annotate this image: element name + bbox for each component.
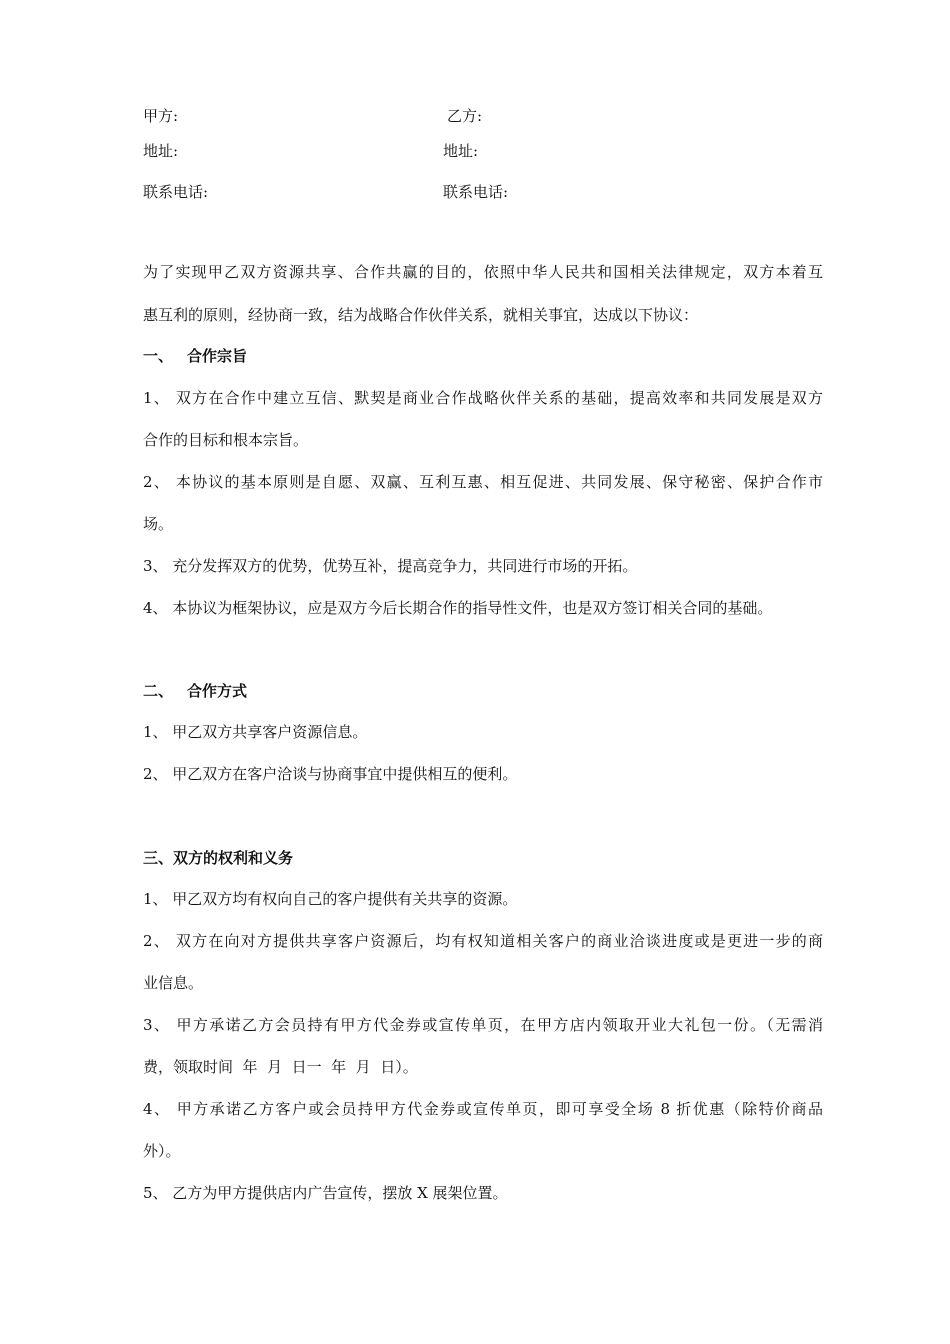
clause-line: 业信息。 (143, 974, 204, 992)
preamble-line: 惠互利的原则，经协商一致，结为战略合作伙伴关系，就相关事宜，达成以下协议： (143, 306, 699, 324)
clause-line: 1、 双方在合作中建立互信、默契是商业合作战略伙伴关系的基础，提高效率和共同发展是双方 (143, 389, 823, 407)
clause-line: 3、 充分发挥双方的优势，优势互补，提高竞争力，共同进行市场的开拓。 (143, 557, 638, 575)
section-number: 二、 (143, 682, 174, 700)
clause-line: 1、 甲乙双方共享客户资源信息。 (143, 723, 368, 741)
clause-line: 5、 乙方为甲方提供店内广告宣传，摆放 X 展架位置。 (143, 1184, 508, 1202)
party-b-label: 乙方: (447, 107, 483, 125)
clause-line: 合作的目标和根本宗旨。 (143, 431, 309, 449)
section-heading-3: 三、双方的权利和义务 (143, 849, 294, 867)
party-a-address: 地址: (143, 142, 179, 160)
party-b-phone: 联系电话: (443, 183, 509, 201)
party-a-label: 甲方: (143, 107, 179, 125)
clause-line: 3、 甲方承诺乙方会员持有甲方代金券或宣传单页，在甲方店内领取开业大礼包一份。（无需消 (143, 1016, 823, 1034)
clause-line: 2、 双方在向对方提供共享客户资源后，均有权知道相关客户的商业洽谈进度或是更进一步的商 (143, 932, 823, 950)
party-a-phone: 联系电话: (143, 183, 209, 201)
clause-line: 4、 本协议为框架协议，应是双方今后长期合作的指导性文件，也是双方签订相关合同的基础。 (143, 599, 773, 617)
preamble-line: 为了实现甲乙双方资源共享、合作共赢的目的，依照中华人民共和国相关法律规定，双方本着互 (143, 263, 823, 281)
section-title: 合作方式 (187, 682, 248, 700)
section-title: 合作宗旨 (187, 347, 248, 365)
party-b-address: 地址: (443, 142, 479, 160)
clause-line: 场。 (143, 515, 174, 533)
clause-line: 2、 本协议的基本原则是自愿、双赢、互利互惠、相互促进、共同发展、保守秘密、保护合作市 (143, 473, 823, 491)
clause-line: 2、 甲乙双方在客户洽谈与协商事宜中提供相互的便利。 (143, 765, 518, 783)
section-number: 一、 (143, 347, 174, 365)
clause-line: 外）。 (143, 1142, 181, 1160)
clause-line: 4、 甲方承诺乙方客户或会员持甲方代金券或宣传单页，即可享受全场 8 折优惠（除特价商品 (143, 1100, 823, 1118)
clause-line: 1、 甲乙双方均有权向自己的客户提供有关共享的资源。 (143, 890, 518, 908)
section-heading-1 (143, 346, 823, 366)
section-heading-2 (143, 681, 823, 701)
clause-line: 费，领取时间 年 月 日一 年 月 日）。 (143, 1058, 418, 1076)
